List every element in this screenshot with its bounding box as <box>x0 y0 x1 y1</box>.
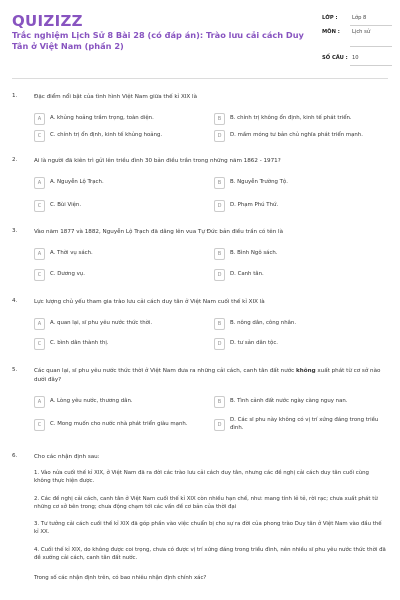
option-text: C. Mong muốn cho nước nhà phát triển giàu mạnh. <box>50 421 188 427</box>
class-value: Lớp 8 <box>352 15 367 21</box>
option-letter-box: C <box>34 200 45 212</box>
statement-1: 1. Vào nửa cuối thế kỉ XIX, ở Việt Nam đã ra đời các trào lưu cải cách duy tân, nhưng các đề nghị cải cách duy tân cuối cùng không thực hiện được. <box>34 470 369 485</box>
option-d[interactable] <box>214 415 388 435</box>
question-number: 6. <box>12 453 18 459</box>
question-count-value: 10 <box>352 55 359 61</box>
question-text: Vào năm 1877 và 1882, Nguyễn Lộ Trạch đã dâng lên vua Tự Đức bản điều trần có tên là <box>34 229 284 235</box>
option-b[interactable] <box>214 396 388 408</box>
quizizz-logo: QUIZIZZ <box>12 12 83 30</box>
option-letter-box: C <box>34 269 45 281</box>
option-letter-box: B <box>214 177 225 189</box>
question-count-label: SỐ CÂU : <box>322 55 348 61</box>
option-text: D. tư sản dân tộc. <box>230 340 279 346</box>
option-c[interactable] <box>34 338 208 350</box>
question-text: Lực lượng chủ yếu tham gia trào lưu cải cách duy tân ở Việt Nam cuối thế kỉ XIX là <box>34 299 265 305</box>
question-number: 4. <box>12 298 18 304</box>
statement-3: 3. Tư tưởng cải cách cuối thế kỉ XIX đã góp phần vào việc chuẩn bị cho sự ra đời của phong trào Duy tân ở Việt Nam vào đầu thế kỉ XX. <box>34 521 382 536</box>
option-letter-box: D <box>214 419 225 431</box>
option-b[interactable] <box>214 113 388 125</box>
option-text: B. Tình cảnh đất nước ngày càng nguy nan. <box>230 398 348 404</box>
question-text-part: Các quan lại, sĩ phu yêu nước thức thời ở Việt Nam đưa ra những cải cách, canh tân đất nước <box>34 368 297 374</box>
option-c[interactable] <box>34 269 208 281</box>
option-a[interactable] <box>34 177 208 189</box>
question-number: 5. <box>12 367 18 373</box>
option-text: D. Canh tân. <box>230 271 264 277</box>
option-d[interactable] <box>214 269 388 281</box>
option-letter-box: B <box>214 113 225 125</box>
option-a[interactable] <box>34 248 208 260</box>
option-letter-box: A <box>34 248 45 260</box>
option-letter-box: A <box>34 318 45 330</box>
option-a[interactable] <box>34 113 208 125</box>
option-text: D. Các sĩ phu này không có vị trí xứng đáng trong triều đình. <box>230 417 379 431</box>
option-b[interactable] <box>214 177 388 189</box>
option-d[interactable] <box>214 338 388 350</box>
question-text: Ai là người đã kiên trì gửi lên triều đình 30 bản điều trần trong những năm 1862 - 1971? <box>34 158 281 164</box>
question-number: 2. <box>12 157 18 163</box>
option-text: C. Bùi Viện. <box>50 202 82 208</box>
question-text: Cho các nhận định sau: <box>34 454 100 460</box>
option-letter-box: D <box>214 269 225 281</box>
worksheet-title: Trắc nghiệm Lịch Sử 8 Bài 28 (có đáp án): Trào lưu cải cách Duy Tân ở Việt Nam (phần 2) <box>12 30 304 51</box>
option-text: A. Nguyễn Lộ Trạch. <box>50 179 104 185</box>
option-c[interactable] <box>34 200 208 212</box>
option-letter-box: A <box>34 396 45 408</box>
option-c[interactable] <box>34 419 208 431</box>
option-letter-box: A <box>34 177 45 189</box>
option-letter-box: C <box>34 419 45 431</box>
question-text-part: xuất phát từ cơ sở nào dưới đây? <box>34 368 381 383</box>
option-d[interactable] <box>214 130 388 142</box>
option-text: B. Bình Ngô sách. <box>230 250 278 256</box>
option-letter-box: D <box>214 200 225 212</box>
statement-4: 4. Cuối thế kỉ XIX, do không được coi trọng, chưa có được vị trí xứng đáng trong triều đình, nên nhiều sĩ phu yêu nước thức thời đã đề xướng cải cách, canh tân đất nước. <box>34 547 386 562</box>
statement-2: 2. Các đề nghị cải cách, canh tân ở Việt Nam cuối thế kỉ XIX còn nhiều hạn chế, như: mang tính lẻ tẻ, rời rạc; chưa xuất phát từ những cơ sở bên trong; chưa động chạm tới các vấn đề cơ bản của thời đại <box>34 496 378 511</box>
option-letter-box: A <box>34 113 45 125</box>
class-label: LỚP : <box>322 15 338 21</box>
option-letter-box: B <box>214 248 225 260</box>
subject-value: Lịch sử <box>352 29 371 35</box>
option-text: C. bình dân thành thị. <box>50 340 109 346</box>
option-text: D. Phạm Phú Thứ. <box>230 202 279 208</box>
option-a[interactable] <box>34 318 208 330</box>
option-letter-box: D <box>214 338 225 350</box>
worksheet-header <box>0 0 400 72</box>
question-number: 3. <box>12 228 18 234</box>
option-text: A. Thời vụ sách. <box>50 250 93 256</box>
question-text <box>34 367 386 384</box>
question-emphasis: không <box>296 368 316 374</box>
option-text: A. Lòng yêu nước, thương dân. <box>50 398 133 404</box>
option-text: D. mầm móng tư bản chủ nghĩa phát triển mạnh. <box>230 132 363 138</box>
option-letter-box: B <box>214 318 225 330</box>
option-c[interactable] <box>34 130 208 142</box>
option-letter-box: B <box>214 396 225 408</box>
option-b[interactable] <box>214 318 388 330</box>
option-text: B. nông dân, công nhân. <box>230 320 297 326</box>
option-a[interactable] <box>34 396 208 408</box>
question-text: Đặc điểm nổi bật của tình hình Việt Nam giữa thế kỉ XIX là <box>34 94 198 100</box>
statement-prompt: Trong số các nhận định trên, có bao nhiêu nhận định chính xác? <box>34 575 207 581</box>
header-divider <box>12 78 388 79</box>
meta-underline <box>350 46 392 47</box>
option-letter-box: C <box>34 130 45 142</box>
option-d[interactable] <box>214 200 388 212</box>
option-letter-box: D <box>214 130 225 142</box>
worksheet-meta <box>322 12 392 66</box>
option-text: C. Dương vụ. <box>50 271 85 277</box>
subject-label: MÔN : <box>322 29 340 35</box>
option-text: A. khủng hoảng trầm trọng, toàn diện. <box>50 115 154 121</box>
option-text: B. Nguyễn Trường Tộ. <box>230 179 288 185</box>
option-text: A. quan lại, sĩ phu yêu nước thức thời. <box>50 320 153 326</box>
question-number: 1. <box>12 93 18 99</box>
option-letter-box: C <box>34 338 45 350</box>
option-text: C. chính trị ổn định, kinh tế khủng hoảng. <box>50 132 163 138</box>
option-text: B. chính trị không ổn định, kinh tế phát triển. <box>230 115 352 121</box>
meta-underline <box>350 65 392 66</box>
option-b[interactable] <box>214 248 388 260</box>
